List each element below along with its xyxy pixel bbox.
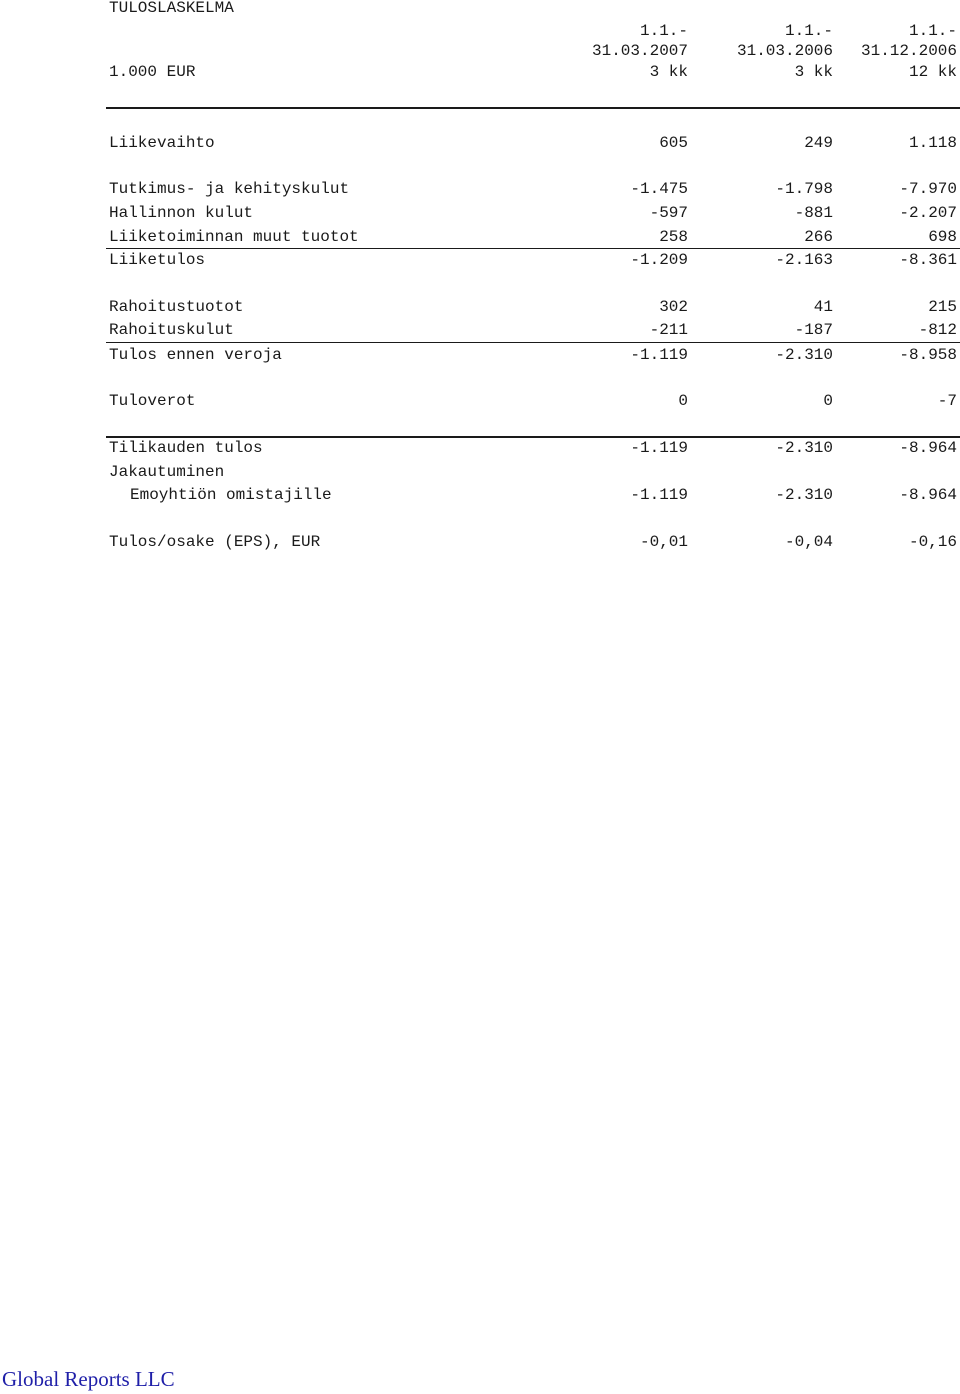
row-value: 266 bbox=[804, 228, 833, 246]
row-value: -211 bbox=[649, 321, 688, 339]
row-value: -0,04 bbox=[784, 533, 833, 551]
row-label: Liikevaihto bbox=[109, 134, 215, 152]
header-rule bbox=[106, 107, 960, 109]
row-value: 215 bbox=[928, 298, 957, 316]
row-value: -881 bbox=[794, 204, 833, 222]
row-label: Tulos/osake (EPS), EUR bbox=[109, 533, 321, 551]
row-value: -8.958 bbox=[899, 346, 957, 364]
row-value: -0,01 bbox=[639, 533, 688, 551]
row-value: -2.207 bbox=[899, 204, 957, 222]
row-value: -187 bbox=[794, 321, 833, 339]
row-value: -8.964 bbox=[899, 486, 957, 504]
row-label: Rahoituskulut bbox=[109, 321, 234, 339]
subtotal-rule bbox=[106, 342, 960, 343]
row-value: -1.119 bbox=[630, 346, 688, 364]
row-value: -1.798 bbox=[775, 180, 833, 198]
col3-start: 1.1.- bbox=[908, 22, 957, 40]
col2-end: 31.03.2006 bbox=[736, 42, 833, 60]
subtotal-rule bbox=[106, 248, 960, 249]
col1-start: 1.1.- bbox=[639, 22, 688, 40]
row-value: 258 bbox=[659, 228, 688, 246]
footer-brand: Global Reports LLC bbox=[2, 1367, 175, 1391]
row-value: -1.209 bbox=[630, 251, 688, 269]
row-value: -2.310 bbox=[775, 439, 833, 457]
row-value: -1.119 bbox=[630, 486, 688, 504]
unit-label: 1.000 EUR bbox=[109, 63, 196, 81]
col2-period: 3 kk bbox=[794, 63, 833, 81]
row-value: -2.163 bbox=[775, 251, 833, 269]
row-value: -0,16 bbox=[908, 533, 957, 551]
row-value: 0 bbox=[678, 392, 688, 410]
col1-period: 3 kk bbox=[649, 63, 688, 81]
row-value: -7.970 bbox=[899, 180, 957, 198]
row-label: Tuloverot bbox=[109, 392, 196, 410]
row-value: 605 bbox=[659, 134, 688, 152]
row-value: 1.118 bbox=[908, 134, 957, 152]
row-value: -597 bbox=[649, 204, 688, 222]
row-label: Hallinnon kulut bbox=[109, 204, 254, 222]
row-label: Liiketulos bbox=[109, 251, 206, 269]
row-label: Tulos ennen veroja bbox=[109, 346, 282, 364]
row-value: -812 bbox=[918, 321, 957, 339]
row-value: 0 bbox=[823, 392, 833, 410]
row-value: 302 bbox=[659, 298, 688, 316]
row-value: 41 bbox=[813, 298, 833, 316]
col3-end: 31.12.2006 bbox=[860, 42, 957, 60]
col1-end: 31.03.2007 bbox=[591, 42, 688, 60]
row-value: -8.964 bbox=[899, 439, 957, 457]
row-value: -7 bbox=[937, 392, 957, 410]
row-label: Jakautuminen bbox=[109, 463, 225, 481]
col3-period: 12 kk bbox=[908, 63, 957, 81]
row-label: Emoyhtiön omistajille bbox=[130, 486, 332, 504]
row-value: 249 bbox=[804, 134, 833, 152]
row-value: -2.310 bbox=[775, 486, 833, 504]
row-value: -1.475 bbox=[630, 180, 688, 198]
row-value: -1.119 bbox=[630, 439, 688, 457]
row-label: Rahoitustuotot bbox=[109, 298, 244, 316]
row-value: 698 bbox=[928, 228, 957, 246]
row-value: -8.361 bbox=[899, 251, 957, 269]
row-label: Liiketoiminnan muut tuotot bbox=[109, 228, 359, 246]
col2-start: 1.1.- bbox=[784, 22, 833, 40]
statement-title: TULOSLASKELMA bbox=[109, 0, 234, 17]
row-label: Tilikauden tulos bbox=[109, 439, 263, 457]
row-value: -2.310 bbox=[775, 346, 833, 364]
row-label: Tutkimus- ja kehityskulut bbox=[109, 180, 350, 198]
